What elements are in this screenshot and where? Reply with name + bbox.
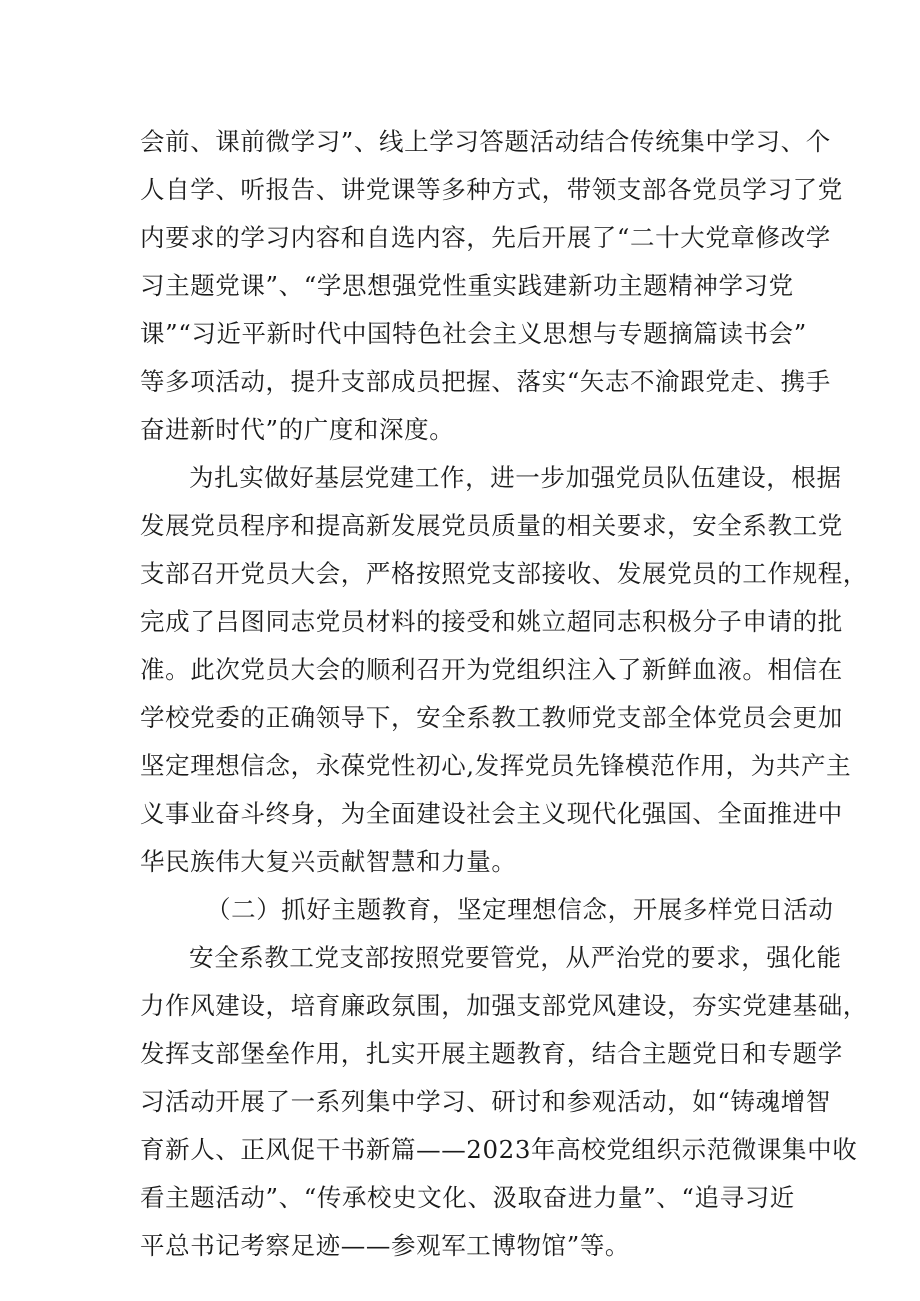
paragraph-line: 发挥支部堡垒作用，扎实开展主题教育，结合主题党日和专题学 — [140, 1039, 843, 1068]
paragraph-2 — [140, 454, 868, 886]
paragraph-3 — [140, 934, 868, 1270]
paragraph-line: 平总书记考察足迹——参观军工博物馆”等。 — [140, 1231, 631, 1260]
heading-line: （二）抓好主题教育，坚定理想信念，开展多样党日活动 — [206, 895, 834, 924]
paragraph-line: 力作风建设，培育廉政氛围，加强支部党风建设，夯实党建基础， — [140, 991, 868, 1020]
document-body — [140, 118, 868, 1270]
paragraph-1 — [140, 118, 843, 454]
paragraph-line: 支部召开党员大会，严格按照党支部接收、发展党员的工作规程， — [140, 559, 868, 588]
paragraph-line: 会前、课前微学习”、线上学习答题活动结合传统集中学习、个 — [140, 127, 831, 156]
paragraph-line: 为扎实做好基层党建工作，进一步加强党员队伍建设，根据 — [189, 463, 842, 492]
paragraph-line: 学校党委的正确领导下，安全系教工教师党支部全体党员会更加 — [140, 703, 843, 732]
paragraph-line: 义事业奋斗终身，为全面建设社会主义现代化强国、全面推进中 — [140, 799, 843, 828]
paragraph-line: 等多项活动，提升支部成员把握、落实“矢志不渝跟党走、携手 — [140, 367, 831, 396]
section-heading — [140, 886, 834, 934]
paragraph-line: 发展党员程序和提高新发展党员质量的相关要求，安全系教工党 — [140, 511, 843, 540]
paragraph-line: 看主题活动”、“传承校史文化、汲取奋进力量”、“追寻习近 — [140, 1183, 795, 1212]
paragraph-line: 奋进新时代”的广度和深度。 — [140, 415, 455, 444]
paragraph-line: 人自学、听报告、讲党课等多种方式，带领支部各党员学习了党 — [140, 175, 843, 204]
paragraph-line: 安全系教工党支部按照党要管党，从严治党的要求，强化能 — [189, 943, 842, 972]
paragraph-line: 课”“习近平新时代中国特色社会主义思想与专题摘篇读书会” — [140, 319, 807, 348]
paragraph-line: 华民族伟大复兴贡献智慧和力量。 — [140, 847, 517, 876]
paragraph-line: 育新人、正风促干书新篇——2023年高校党组织示范微课集中收 — [140, 1135, 858, 1164]
paragraph-line: 习主题党课”、“学思想强党性重实践建新功主题精神学习党 — [140, 271, 794, 300]
paragraph-line: 内要求的学习内容和自选内容，先后开展了“二十大党章修改学 — [140, 223, 831, 252]
paragraph-line: 完成了吕图同志党员材料的接受和姚立超同志积极分子申请的批 — [140, 607, 843, 636]
paragraph-line: 准。此次党员大会的顺利召开为党组织注入了新鲜血液。相信在 — [140, 655, 843, 684]
paragraph-line: 坚定理想信念，永葆党性初心,发挥党员先锋模范作用，为共产主 — [140, 751, 852, 780]
paragraph-line: 习活动开展了一系列集中学习、研讨和参观活动，如“铸魂增智 — [140, 1087, 831, 1116]
